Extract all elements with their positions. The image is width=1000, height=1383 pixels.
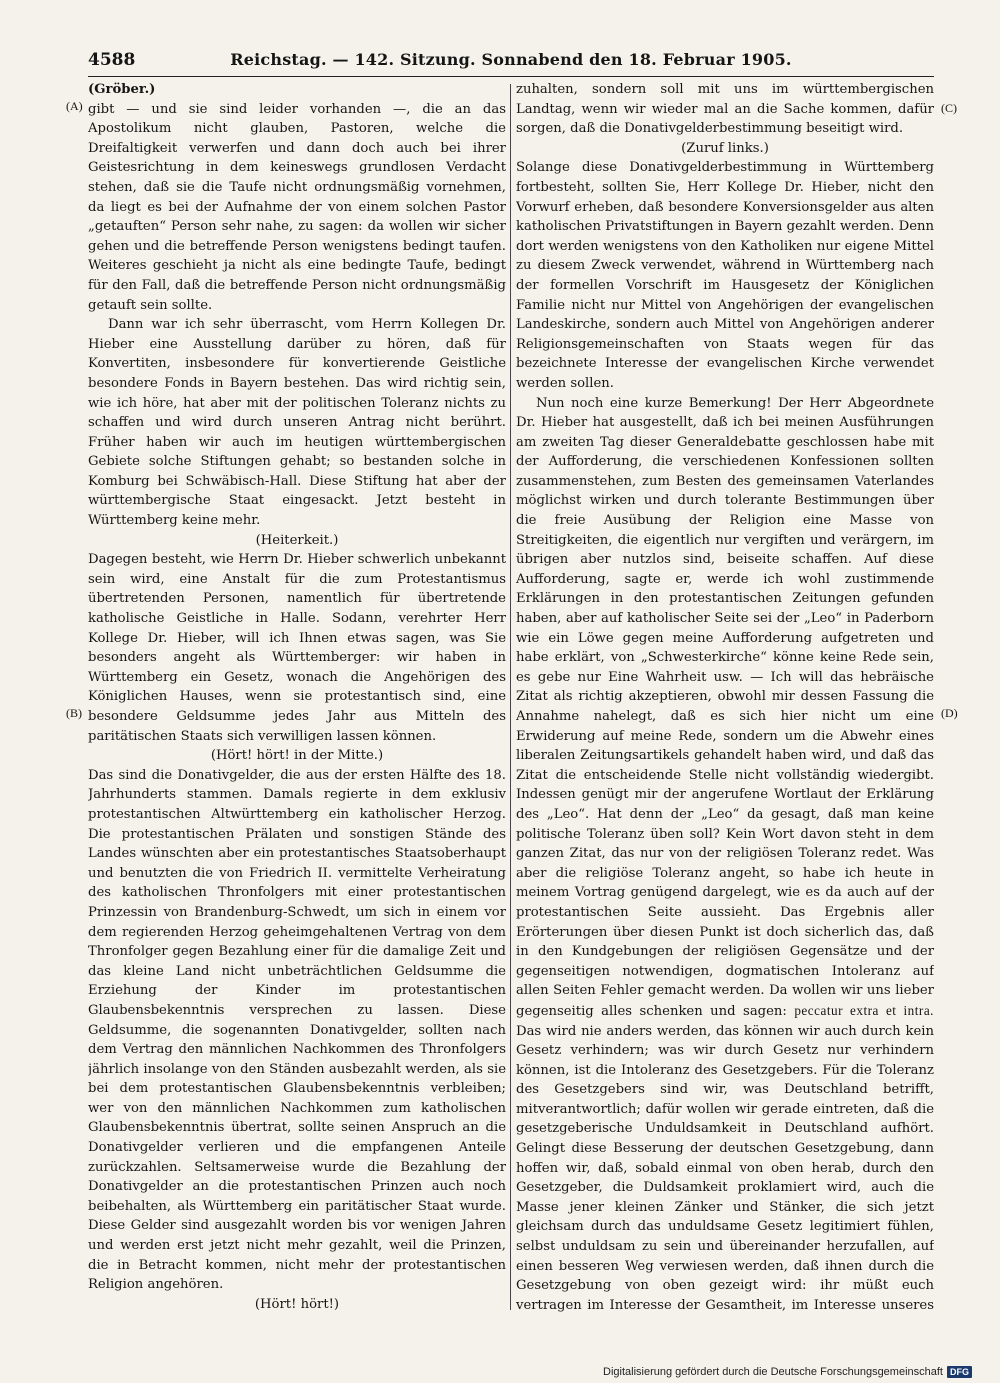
latin-phrase: peccatur extra et intra. bbox=[794, 1002, 934, 1018]
left-column bbox=[88, 80, 506, 1315]
margin-marker-d: (D) bbox=[941, 706, 958, 720]
footer-text: Digitalisierung gefördert durch die Deutsche Forschungsgemeinschaft bbox=[603, 1366, 943, 1378]
interjection: (Zuruf links.) bbox=[681, 140, 769, 156]
footer-credit bbox=[603, 1366, 972, 1378]
column-divider bbox=[510, 84, 511, 1310]
paragraph bbox=[88, 1314, 506, 1315]
paragraph: Dann war ich sehr überrascht, vom Herrn Kollegen Dr. Hieber eine Ausstellung darüber zu hören, daß für Konvertiten, insbesondere für konvertierende Geistliche besondere Fonds in Bayern bestehen. Das wird richtig sein, wie ich höre, hat aber mit der politischen Toleranz nichts zu schaffen und wird durch unseren Antrag nicht berührt. Früher haben wir auch im heutigen württembergischen Gebiete solche Stiftungen gehabt; so bestanden solche in Komburg bei Schwäbisch-Hall. Diese Stiftung hat aber der württembergische Staat eingesackt. Jetzt besteht in Württemberg keine mehr. bbox=[88, 317, 506, 529]
page-header bbox=[88, 50, 934, 74]
paragraph-text: Das wird nie anders werden, das können wir auch durch kein Gesetz verhindern; was wir durch Gesetz nur verhindern können, ist die Intoleranz des Gesetzgebers. Für die Toleranz des Gesetzgebers sind wir, was Deutschland betrifft, mitverantwortlich; dafür wollen wir gerade eintreten, daß die gesetzgeberische Unduldsamkeit in Deutschland aufhört. Gelingt diese Besserung der deutschen Gesetzgebung, dann hoffen wir, daß, sobald einmal von oben herab, durch den Gesetzgeber, die Duldsamkeit proklamiert wird, auch die Masse jener kleinen Zänker und Stänker, die sich jetzt gleichsam durch das unduldsame Gesetz legitimiert fühlen, selbst unduldsam zu sein und übereinander herzufallen, auf einen besseren Weg verwiesen werden, daß ihnen durch die Gesetzgebung von oben gezeigt wird: ihr müßt euch vertragen im Interesse der Gesamtheit, im Interesse unseres bbox=[516, 1023, 934, 1313]
paragraph: Das sind die Donativgelder, die aus der ersten Hälfte des 18. Jahrhunderts stammen. Damals regierte in dem exklusiv protestantischen Altwürttemberg ein katholischer Herzog. Die protestantischen Prälaten und sonstigen Stände des Landes wünschten aber ein protestantisches Staatsoberhaupt und benutzten die von Friedrich II. vermittelte Verheiratung des katholischen Thronfolgers mit einer protestantischen Prinzessin von Brandenburg-Schwedt, um sich in einem vor dem regierenden Herzog geheimgehaltenen Vertrag von dem Thronfolger gegen Bezahlung einer für die damalige Zeit und das kleine Land nicht unbeträchtlichen Geldsumme die Erziehung der Kinder im protestantischen Glaubensbekenntnis versprechen zu lassen. Diese Geldsumme, die sogenannten Donativgelder, sollten nach dem Vertrag den männlichen Nachkommen des Thronfolgers jährlich insolange von den Ständen ausbezahlt werden, als sie bei dem protestantischen Glaubensbekenntnis verbleiben; wer von den männlichen Nachkommen zum katholischen Glaubensbekenntnis übertrat, sollte seinen Anspruch an die Donativgelder verlieren und die empfangenen Anteile zurückzahlen. Seltsamerweise wurde die Bezahlung der Donativgelder an die protestantischen Prinzen auch noch beibehalten, als Württemberg ein paritätischer Staat wurde. Diese Gelder sind ausgezahlt worden bis vor wenigen Jahren und werden erst jetzt nicht mehr gezahlt, weil die Prinzen, die in Betracht kommen, nicht mehr der protestantischen Religion angehören. bbox=[88, 767, 506, 1293]
interjection: (Hört! hört!) bbox=[254, 1296, 340, 1312]
right-column bbox=[516, 80, 934, 1315]
margin-marker-c: (C) bbox=[941, 101, 957, 115]
margin-marker-b: (B) bbox=[66, 706, 82, 720]
margin-marker-a: (A) bbox=[66, 99, 83, 113]
header-rule bbox=[88, 76, 934, 77]
paragraph-text: Nun noch eine kurze Bemerkung! Der Herr Abgeordnete Dr. Hieber hat ausgestellt, daß ich bei meinen Ausführungen am zweiten Tag dieser Generaldebatte geschlossen habe mit der Aufforderung, die verschiedenen Konfessionen sollten zusammenstehen, zum Besten des gemeinsamen Vaterlandes möglichst wirken und durch tolerante Bestimmungen über die freie Ausübung der Religion eine Masse von Streitigkeiten, die eigentlich nur vergiften und verärgern, im übrigen aber nutzlos sind, beiseite schaffen. Auf diese Aufforderung, sagte er, werde ich wohl zustimmende Erklärungen in den protestantischen Zeitungen gefunden haben, aber auf katholischer Seite sei der „Leo“ in Paderborn wie ein Löwe gegen meine Aufforderung aufgetreten und habe erklärt, von „Schwesterkirche“ könne keine Rede sein, es gebe nur Eine Wahrheit usw. — Ich will das hebräische Zitat als richtig akzeptieren, obwohl mir dessen Fassung die Annahme nahelegt, daß es sich hier nicht um eine Erwiderung auf meine Rede, sondern um die Abwehr eines liberalen Zeitungsartikels gehandelt haben wird, und daß das Zitat die entscheidende Stelle nicht vollständig wiedergibt. Indessen genügt mir der angerufene Wortlaut der Erklärung des „Leo“. Hat denn der „Leo“ da gesagt, daß man keine politische Toleranz üben soll? Kein Wort davon steht in dem ganzen Zitat, das nur von der religiösen Toleranz redet. Was aber die religiöse Toleranz angeht, so habe ich heute in meinem Vortrag genügend dargelegt, wie es da auch auf der protestantischen Seite aussieht. Das Ergebnis aller Erörterungen über diesen Punkt ist doch sicherlich das, daß in den Kundgebungen der religiösen Gegensätze und der gegenseitigen notwendigen, dogmatischen Intoleranz auf allen Seiten Fehler gemacht werden. Da wollen wir uns lieber gegenseitig alles schenken und sagen: bbox=[516, 395, 934, 1019]
dfg-logo-icon: DFG bbox=[947, 1366, 972, 1378]
paragraph: Dagegen besteht, wie Herrn Dr. Hieber schwerlich unbekannt sein wird, eine Anstalt für die zum Protestantismus übertretenden Personen, namentlich für übertretende katholische Geistliche in Halle. Sodann, verehrter Herr Kollege Dr. Hieber, will ich Ihnen etwas sagen, was Sie besonders angeht als Württemberger: wir haben in Württemberg ein Gesetz, wonach die Angehörigen des Königlichen Hauses, wenn sie protestantisch sind, eine besondere Geldsumme jedes Jahr aus Mitteln des paritätischen Staats sich verwilligen lassen können. bbox=[88, 552, 506, 744]
paragraph: Solange diese Donativgelderbestimmung in Württemberg fortbesteht, sollten Sie, Herr Kollege Dr. Hieber, nicht den Vorwurf erheben, daß besondere Konversionsgelder aus alten katholischen Privatstiftungen in Bayern gezahlt werden. Denn dort werden wenigstens von den Katholiken nur eigene Mittel zu diesem Zweck verwendet, während in Württemberg nach der formellen Vorschrift im Hausgesetz der Königlichen Familie nicht nur Mittel von Angehörigen der evangelischen Landeskirche, sondern auch Mittel von Angehörigen anderer Religionsgemeinschaften von Staats wegen für das bezeichnete Interesse der evangelischen Kirche verwendet werden sollen. bbox=[516, 160, 934, 391]
interjection: (Heiterkeit.) bbox=[255, 532, 339, 548]
paragraph: gibt — und sie sind leider vorhanden —, die an das Apostolikum nicht glauben, Pastoren, welche die Dreifaltigkeit verwerfen und dann doch auch bei ihrer Geistesrichtung in dem keineswegs grundlosen Verdacht stehen, daß sie die Taufe nicht ordnungsmäßig vornehmen, da liegt es bei der Aufnahme der von einem solchen Pastor „getauften“ Person sehr nahe, zu sagen: da wollen wir sicher gehen und die betreffende Person wenigstens bedingt taufen. Weiteres geschieht ja nicht als eine bedingte Taufe, bedingt für den Fall, daß die betreffende Person nicht ordnungsmäßig getauft sein sollte. bbox=[88, 101, 506, 313]
speaker-name: (Gröber.) bbox=[88, 82, 156, 97]
paragraph: zuhalten, sondern soll mit uns im württembergischen Landtag, wenn wir wieder mal an die Sache kommen, dafür sorgen, daß die Donativgelderbestimmung beseitigt wird. bbox=[516, 82, 934, 137]
paragraph bbox=[516, 394, 934, 1316]
interjection: (Hört! hört! in der Mitte.) bbox=[210, 748, 384, 764]
running-title: Reichstag. — 142. Sitzung. Sonnabend den 18. Februar 1905. bbox=[230, 50, 792, 69]
page-number: 4588 bbox=[88, 50, 136, 70]
